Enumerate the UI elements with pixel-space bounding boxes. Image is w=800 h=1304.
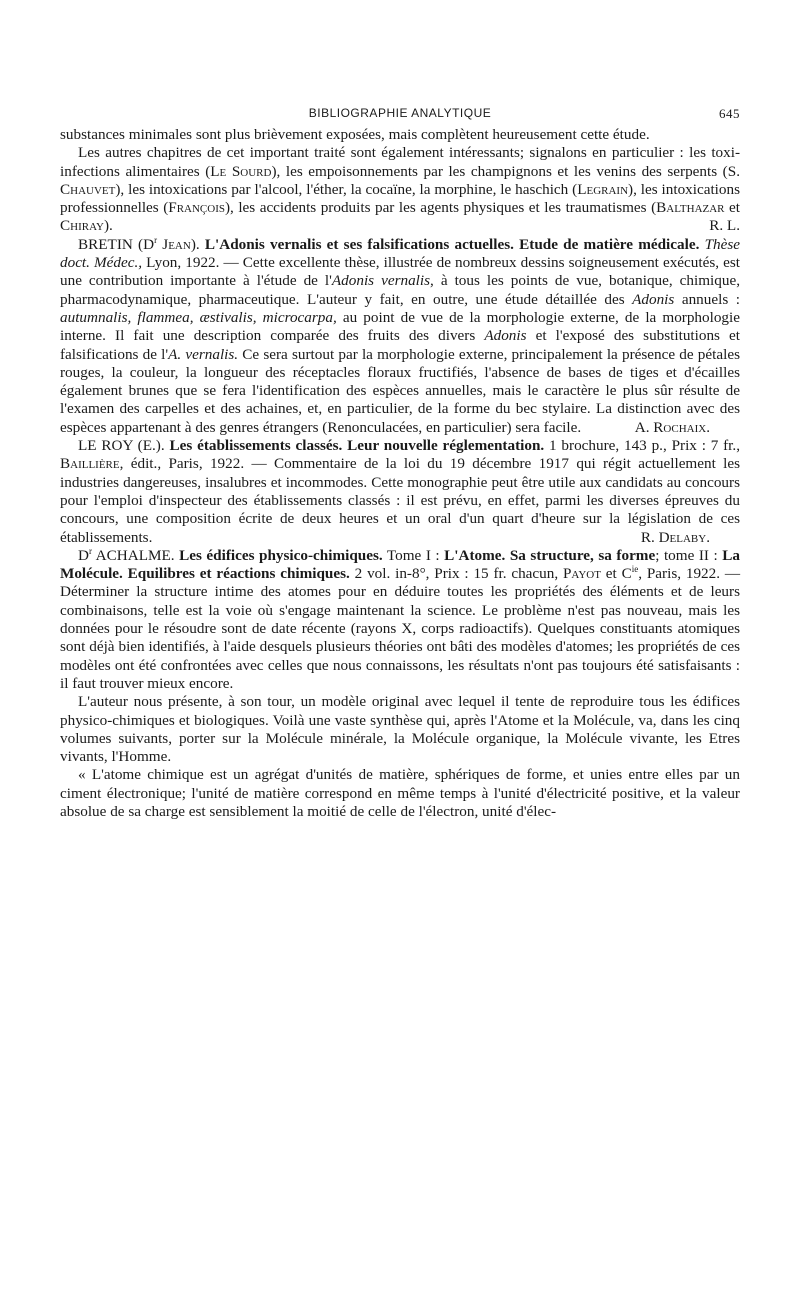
header-title: BIBLIOGRAPHIE ANALYTIQUE — [308, 106, 492, 120]
intro-paragraph-2: Les autres chapitres de cet important traité sont également intéressants; signalons en particulier : les toxi-infections alimentaires (Le Sourd), les empoisonnements par les champignons et les venins des serpents (S. Chauvet), les intoxications par l'alcool, l'éther, la cocaïne, la morphine, le haschich (Legrain), les intoxications professionnelles (François), les accidents produits par les agents physiques et les traumatismes (Balthazar et Chiray). R. L. — [60, 144, 740, 235]
entry-author: ACHALME. — [91, 546, 175, 564]
achalme-paragraph-3: « L'atome chimique est un agrégat d'unités de matière, sphériques de forme, et unies entre elles par un ciment électronique; l'unité de matière correspond en même temps à l'unité d'électricité positive, et la valeur absolue de sa charge est sensiblement la moitié de celle de l'électron, unité d'élec- — [60, 766, 740, 820]
author-name: François — [168, 199, 225, 217]
author-name: Le Sourd — [210, 162, 272, 180]
intro-paragraph-1: substances minimales sont plus brièvement exposées, mais complètent heureusement cette étude. — [60, 126, 650, 143]
entry-title: Les établissements classés. Leur nouvelle réglementation. — [169, 437, 545, 455]
entry-title: Les édifices physico-chimiques. — [179, 546, 383, 564]
page-number: 645 — [719, 106, 740, 121]
author-name: Legrain — [577, 180, 629, 198]
signature: R. L. — [709, 217, 740, 235]
author-name: Balthazar — [656, 199, 725, 217]
signature: A. Rochaix. — [634, 418, 710, 436]
body-text — [60, 126, 740, 821]
review-entry-bretin: BRETIN ($D^r$ Jean). L'Adonis vernalis et ses falsifications actuelles. Etude de matière médicale. Thèse doct. Médec., Lyon, 1922. — Cette excellente thèse, illustrée de nombreux dessins soigneusement exécutés, est une contribution importante à l'étude de l'Adonis vernalis, à tous les points de vue, botanique, chimique, pharmacodynamique, pharmaceutique. L'auteur y fait, en outre, une étude détaillée des Adonis annuels : autumnalis, flammea, æstivalis, microcarpa, au point de vue de la morphologie externe, de la morphologie interne. Il fait une description comparée des fruits des divers Adonis et l'exposé des substitutions et falsifications de l'A. vernalis. Ce sera surtout par la morphologie externe, principalement la présence de pétales rouges, la couleur, la longueur des réceptacles floraux fructifiés, l'absence de bases de tiges et d'écailles également brunes que se fera l'identification des espèces annuelles, mais le caractère le plus sûr résulte de l'examen des carpelles et des achaines, et, en particulier, de la forme du bec stylaire. La distinction avec des espèces appartenant à des genres étrangers (Renonculacées, en particulier) sera facile. A. Rochaix. — [60, 234, 741, 436]
running-header — [60, 100, 740, 126]
entry-author: BRETIN (D — [78, 235, 155, 253]
signature: R. Delaby. — [640, 528, 710, 546]
achalme-paragraph-2: L'auteur nous présente, à son tour, un modèle original avec lequel il tente de reproduire tous les édifices physico-chimiques et biologiques. Voilà une vaste synthèse qui, après l'Atome et la Molécule, va, dans les cinq volumes suivants, porter sur la Molécule minérale, la Molécule organique, la Molécule vivante, les Etres vivants, l'Homme. — [60, 693, 740, 766]
entry-author: LE ROY (E.). — [78, 437, 165, 455]
author-name: Chiray — [60, 217, 104, 235]
review-entry-le-roy: LE ROY (E.). Les établissements classés. Leur nouvelle réglementation. 1 brochure, 143 p., Prix : 7 fr., Baillière, édit., Paris, 1922. — Commentaire de la loi du 19 décembre 1917 qui régit actuellement les industries dangereuses, insalubres et incommodes. Cette monographie peut être utile aux candidats au concours pour l'emploi d'inspecteur des établissements classés : il est prévu, en effet, parmi les diverses épreuves du concours, une composition écrite de deux heures et un oral d'un quart d'heure sur la législation de ces établissements. R. Delaby. — [60, 437, 740, 546]
page — [60, 100, 740, 821]
author-name: Chauvet — [60, 180, 116, 198]
review-entry-achalme: $D^r$ ACHALME. Les édifices physico-chimiques. Tome I : L'Atome. Sa structure, sa forme; tome II : La Molécule. Equilibres et réactions chimiques. 2 vol. in-8°, Prix : 15 fr. chacun, Payot et $C^{ie}$, Paris, 1922. — Déterminer la structure intime des atomes pour en déduire toutes les propriétés des éléments et de leurs combinaisons, telle est la voie où s'engage maintenant la science. Le problème n'est pas nouveau, mais les données pour le résoudre sont de date récente (rayons X, corps radioactifs). Quelques constituants atomiques sont déjà bien identifiés, à l'aide desquels plusieurs théories ont bâti des modèles d'atomes; les propriétés de ces modèles ont été confrontées avec celles que nous connaissons, les résultats n'ont pas toujours été satisfaisants : il faut trouver mieux encore. — [60, 545, 741, 692]
entry-title: L'Adonis vernalis et ses falsifications actuelles. Etude de matière médicale. — [204, 235, 700, 253]
